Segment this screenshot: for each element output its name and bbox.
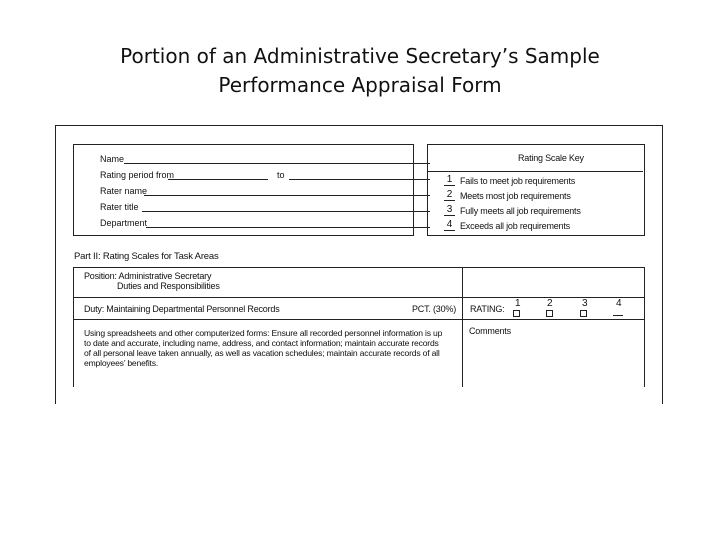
comments-label: Comments	[469, 326, 511, 336]
key-number-2: 2	[444, 190, 455, 201]
to-label: to	[277, 170, 285, 180]
rating-4-underline	[613, 315, 623, 316]
rating-period-label: Rating period from	[100, 170, 175, 180]
rater-name-label: Rater name	[100, 186, 148, 196]
table-right-border	[644, 267, 645, 387]
key-number-4: 4	[444, 220, 455, 231]
key-number-1: 1	[444, 175, 455, 186]
appraisal-form-image	[55, 125, 663, 404]
employee-info-box	[73, 144, 414, 236]
rating-2-checkbox[interactable]	[546, 310, 553, 317]
description-line-2: to date and accurate, including name, address, and contact information; maintain accurate records	[84, 338, 439, 348]
task-area-table	[73, 267, 645, 387]
slide-title-line-2: Performance Appraisal Form	[218, 73, 502, 97]
duty-label: Duty: Maintaining Departmental Personnel Records	[84, 304, 280, 314]
key-label-1: Fails to meet job requirements	[460, 176, 576, 186]
name-line	[124, 163, 430, 164]
rating-3-checkbox[interactable]	[580, 310, 587, 317]
name-label: Name	[100, 154, 125, 164]
table-row-divider-2	[73, 319, 645, 320]
table-top-border	[73, 267, 645, 268]
rating-number-3: 3	[582, 298, 588, 309]
position-line-2: Duties and Responsibilities	[117, 281, 220, 291]
key-label-3: Fully meets all job requirements	[460, 206, 581, 216]
rating-label: RATING:	[470, 304, 505, 314]
description-line-1: Using spreadsheets and other computerized forms: Ensure all recorded personnel information is up	[84, 328, 443, 338]
rating-scale-key-box	[427, 144, 645, 236]
table-column-divider	[462, 267, 463, 387]
description-line-4: employees’ benefits.	[84, 358, 159, 368]
pct-label: PCT. (30%)	[412, 304, 457, 314]
slide-title	[0, 42, 720, 100]
key-label-2: Meets most job requirements	[460, 191, 571, 201]
department-label: Department	[100, 218, 148, 228]
rating-number-2: 2	[547, 298, 553, 309]
key-number-3: 3	[444, 205, 455, 216]
rating-period-from-line	[168, 179, 268, 180]
rating-number-4: 4	[616, 298, 622, 309]
position-line-1: Position: Administrative Secretary	[84, 271, 212, 281]
rating-period-to-line	[289, 179, 430, 180]
rating-scale-key-title: Rating Scale Key	[518, 153, 584, 163]
department-line	[146, 227, 430, 228]
key-label-4: Exceeds all job requirements	[460, 221, 570, 231]
slide-title-line-1: Portion of an Administrative Secretary’s Sample	[120, 44, 600, 68]
part-2-title: Part II: Rating Scales for Task Areas	[74, 251, 219, 262]
rater-title-label: Rater title	[100, 202, 139, 212]
rater-name-line	[144, 195, 430, 196]
description-line-3: of all personal leave taken annually, as well as vacation schedules; maintain accurate records of all	[84, 348, 440, 358]
table-row-divider-1	[73, 297, 645, 298]
rater-title-line	[142, 211, 430, 212]
rating-1-checkbox[interactable]	[513, 310, 520, 317]
table-left-border	[73, 267, 74, 387]
rating-key-divider	[428, 171, 643, 172]
rating-number-1: 1	[515, 298, 521, 309]
